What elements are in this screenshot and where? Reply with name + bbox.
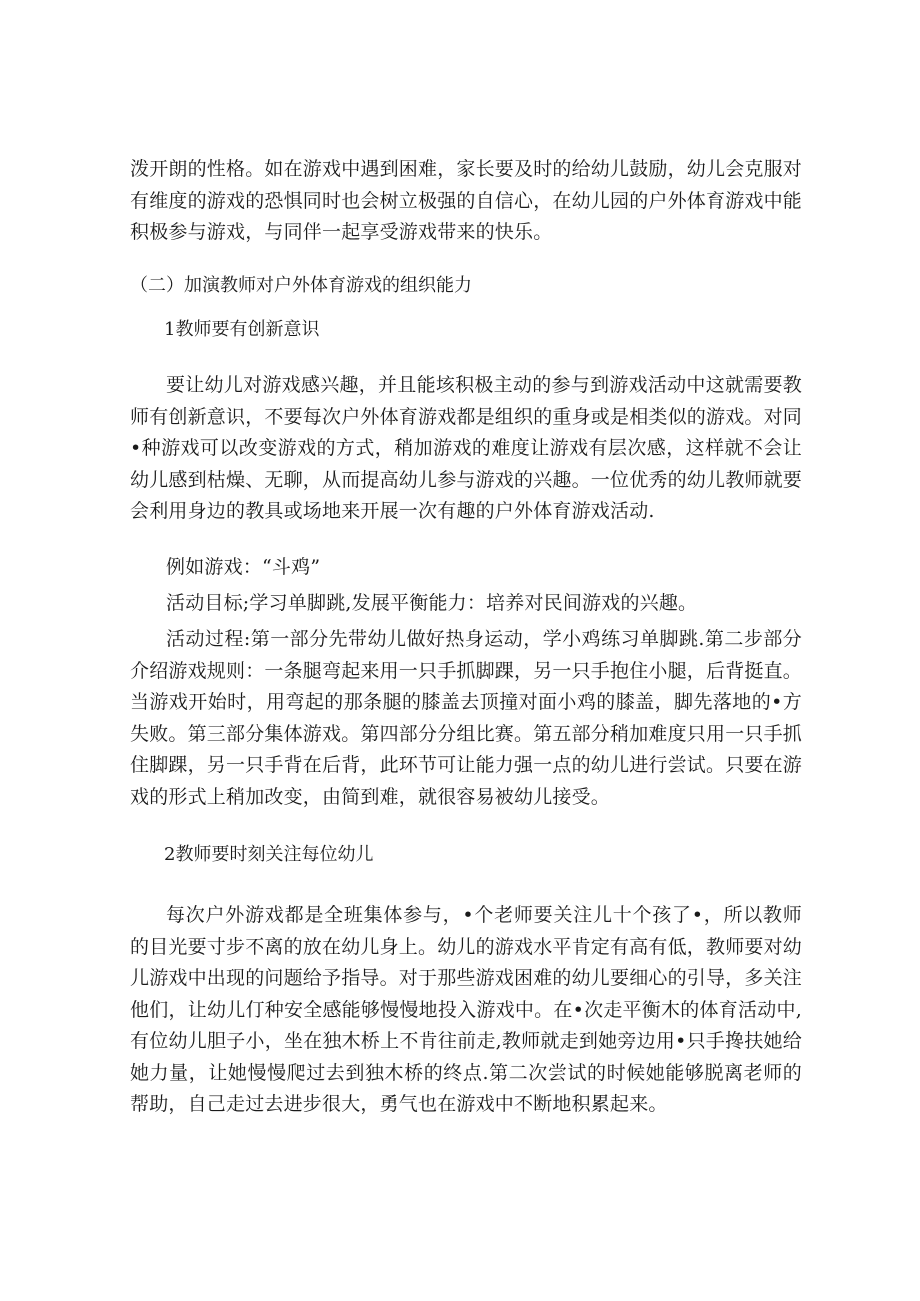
section-heading: （二）加演教师对户外体育游戏的组织能力 <box>130 275 472 296</box>
paragraph-attention: 每次户外游戏都是全班集体参与，•个老师要关注儿十个孩了•，所以教师的目光要寸步不离的放在幼儿身上。幼儿的游戏水平肯定有高有低，教师要对幼儿游戏中出现的问题给予指导。对于那些游戏困难的幼儿要细心的引导，多关注他们，让幼儿仃种安全感能够慢慢地投入游戏中。在•次走平衡木的体育活动中,有位幼儿胆子小，坐在独木桥上不肯往前走,教师就走到她旁边用•只手搀扶她给她力量，让她慢慢爬过去到独木桥的终点.第二次尝试的时候她能够脱离老师的帮助，自己走过去进步很大，勇气也在游戏中不断地积累起来。 <box>130 904 803 1115</box>
subheading-innovation: 1教师要有创新意识 <box>164 319 320 340</box>
activity-process: 活动过程:第一部分先带幼儿做好热身运动，学小鸡练习单脚跳.第二步部分介绍游戏规则：一条腿弯起来用一只手抓脚踝，另一只手抱住小腿，后背挺直。当游戏开始时，用弯起的那条腿的膝盖去顶撞对面小鸡的膝盖，脚先落地的•方失败。第三部分集体游戏。第四部分分组比赛。第五部分稍加难度只用一只手抓住脚踝，另一只手背在后背，此环节可让能力强一点的幼儿进行尝试。只要在游戏的形式上稍加改变，由简到难，就很容易被幼儿接受。 <box>130 628 803 808</box>
activity-goal: 活动目标;学习单脚跳,发展平衡能力：培养对民间游戏的兴趣。 <box>166 592 698 614</box>
example-game: 例如游戏：“斗鸡” <box>166 556 321 578</box>
paragraph-innovation: 要让幼儿对游戏感兴趣，并且能垓积极主动的参与到游戏活动中这就需要教师有创新意识，不要每次户外体育游戏都是组织的重身或是相类似的游戏。对同•种游戏可以改变游戏的方式，稍加游戏的难度让游戏有层次感，这样就不会让幼儿感到枯燥、无聊，从而提高幼儿参与游戏的兴趣。一位优秀的幼儿教师就要会利用身边的教具或场地来开展一次有趣的户外体育游戏活动. <box>130 374 803 522</box>
paragraph-intro: 泼开朗的性格。如在游戏中遇到困难，家长要及时的给幼儿鼓励，幼儿会克服对有维度的游戏的恐惧同时也会树立极强的自信心，在幼儿园的户外体育游戏中能积极参与游戏，与同伴一起享受游戏带来的快乐。 <box>130 158 803 243</box>
subheading-attention: 2教师要时刻关注每位幼儿 <box>164 844 374 865</box>
